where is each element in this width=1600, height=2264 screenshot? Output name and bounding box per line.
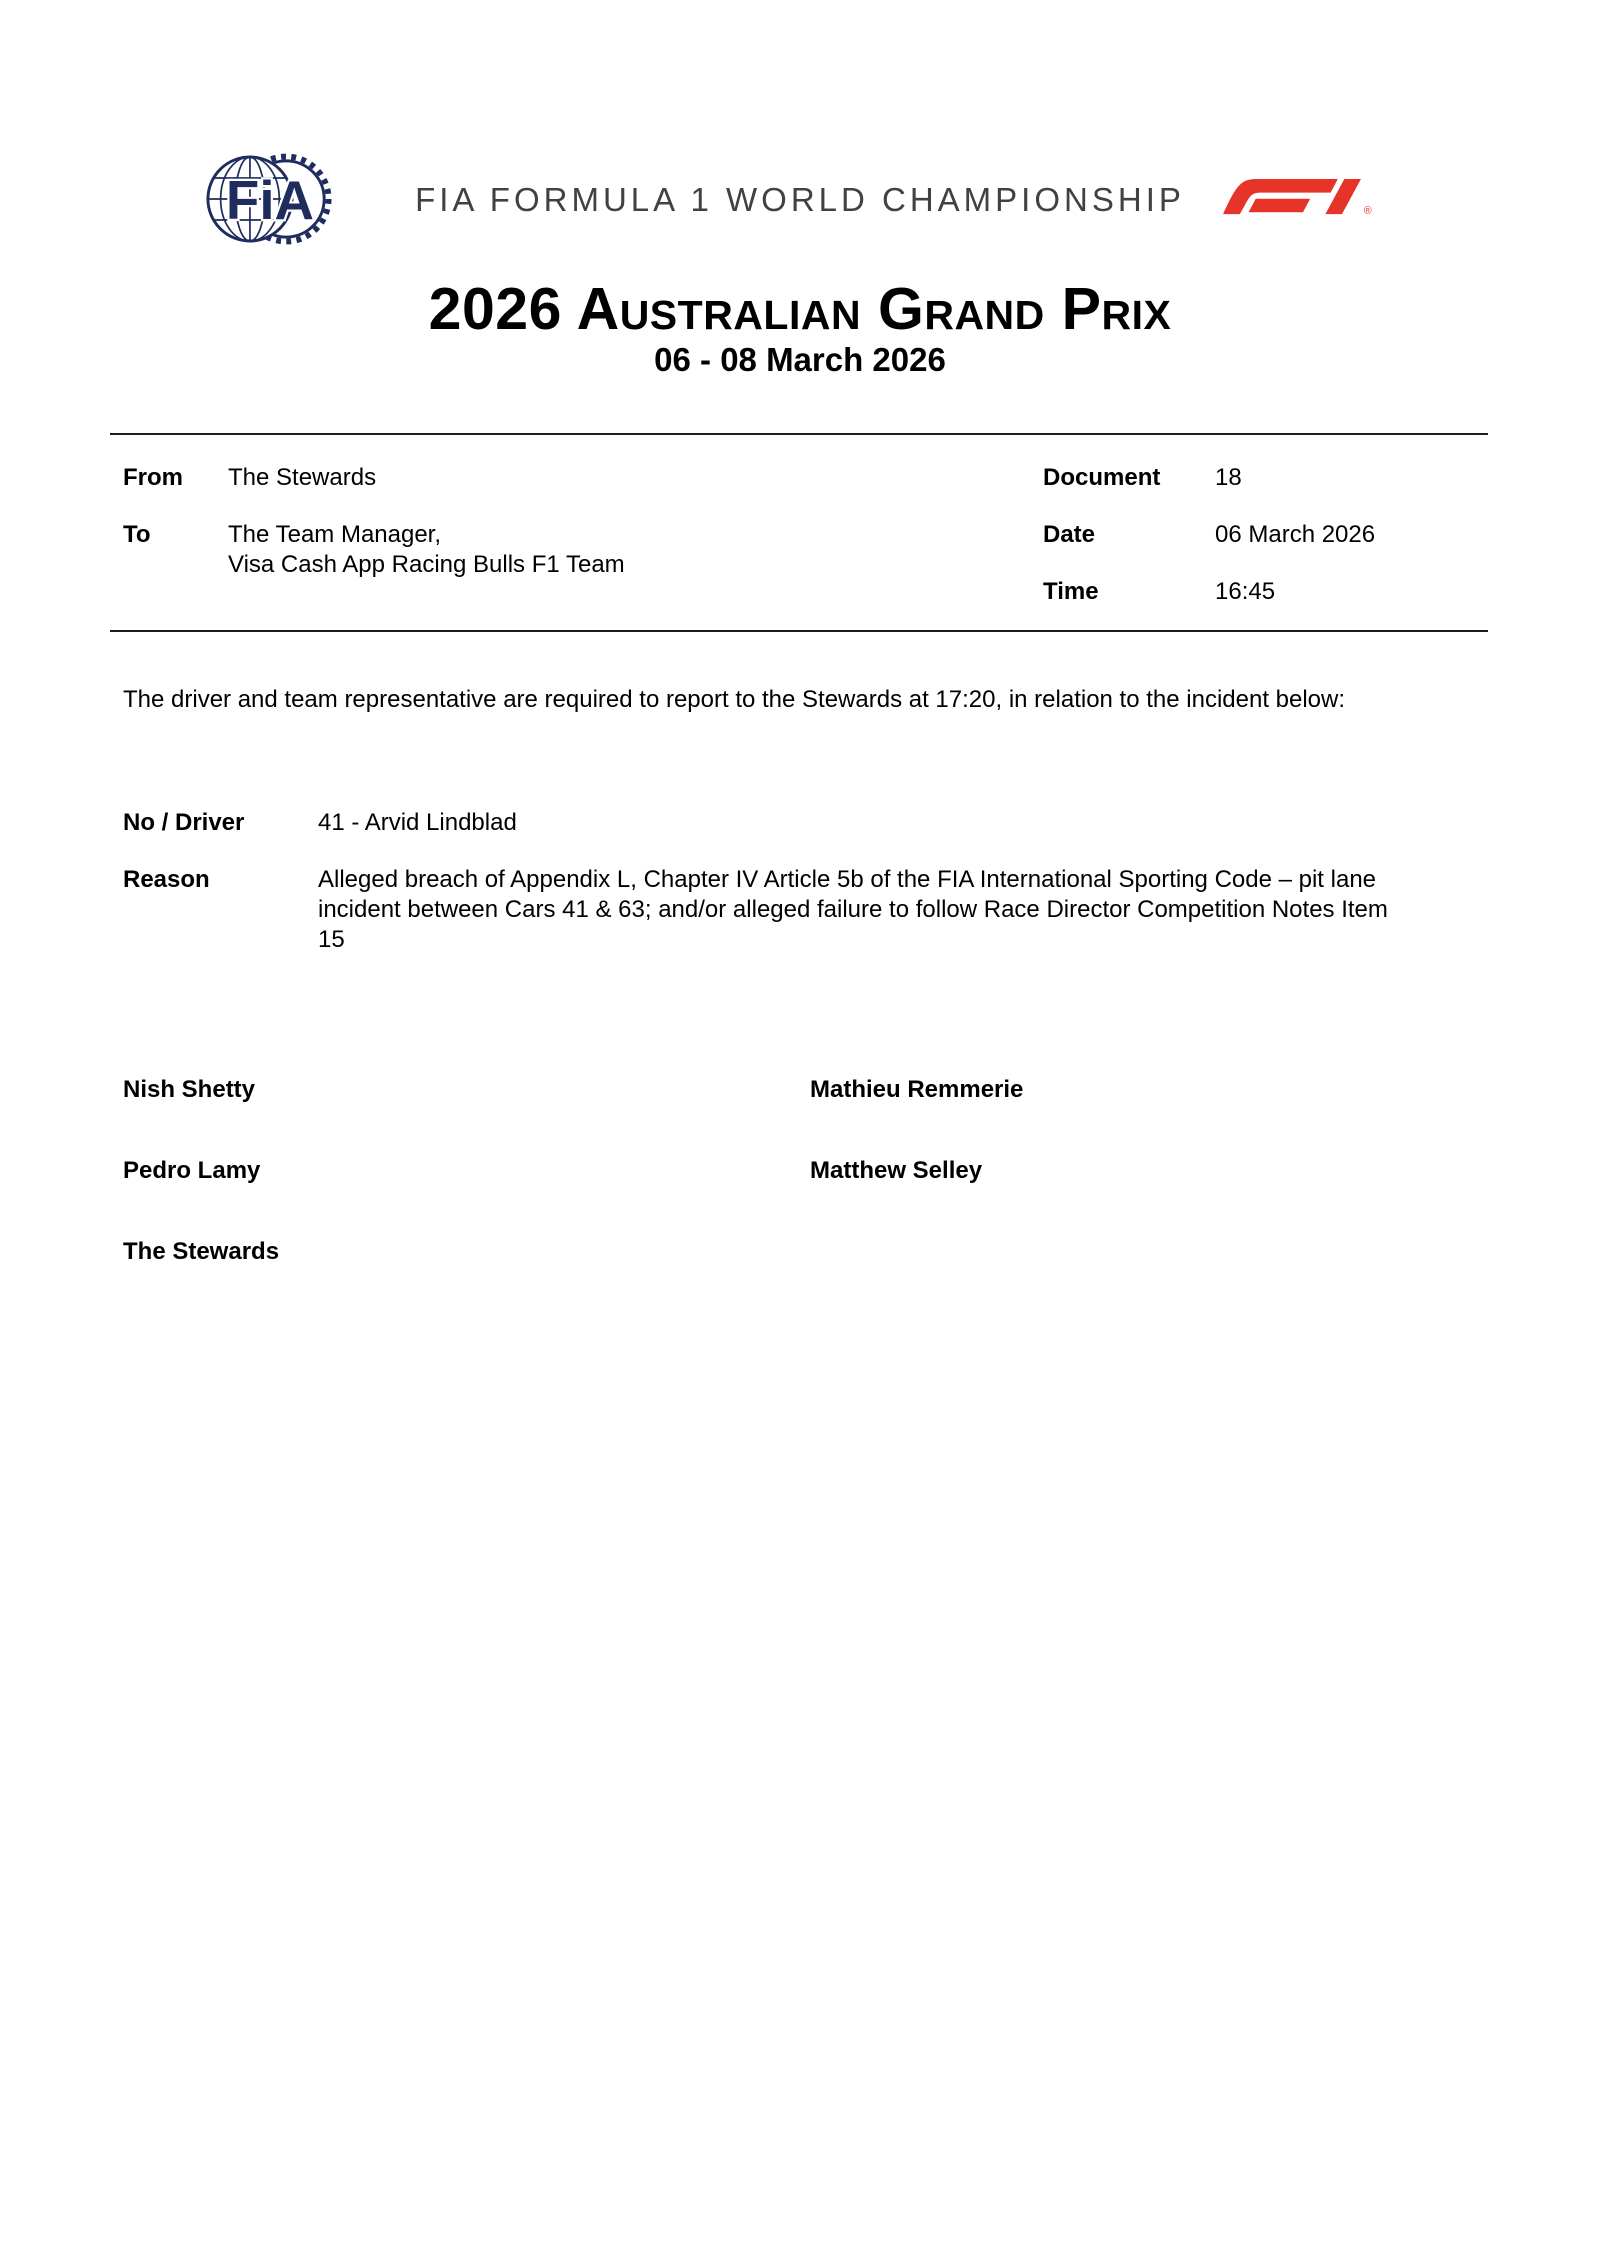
time-value: 16:45 (1215, 578, 1276, 605)
date-row (1043, 520, 1375, 550)
f1-logo-shapes (1223, 179, 1361, 214)
document-row (1043, 463, 1375, 493)
fia-letters: FiA (225, 169, 315, 232)
info-section (110, 435, 1488, 630)
document-meta (1043, 463, 1375, 634)
f1-registered-mark: ® (1363, 205, 1372, 215)
signatures (110, 1075, 1488, 1267)
signature-steward-1: Nish Shetty (123, 1076, 256, 1103)
from-label: From (123, 464, 183, 491)
date-value: 06 March 2026 (1215, 521, 1376, 548)
event-dates: 06 - 08 March 2026 (654, 341, 946, 378)
signature-empty-cell (810, 1237, 1488, 1267)
signature-steward-2: Mathieu Remmerie (810, 1076, 1024, 1103)
reason-value: Alleged breach of Appendix L, Chapter IV Article 5b of the FIA International Sporting Code – pit lane incident between Cars 41 & 63; and/or alleged failure to follow Race Director Competition Notes Item 15 (318, 866, 1388, 953)
to-value (228, 520, 625, 580)
championship-title: FIA FORMULA 1 WORLD CHAMPIONSHIP (415, 181, 1185, 218)
signature-steward-3: Pedro Lamy (123, 1157, 261, 1184)
reason-label: Reason (123, 866, 210, 893)
no-driver-label: No / Driver (123, 809, 245, 836)
signature-closing: The Stewards (123, 1238, 280, 1265)
document-label: Document (1043, 464, 1161, 491)
to-value-line2: Visa Cash App Racing Bulls F1 Team (228, 551, 625, 578)
time-row (1043, 577, 1375, 607)
document-body (110, 433, 1488, 1267)
to-value-line1: The Team Manager, (228, 521, 442, 548)
f1-logo (1216, 169, 1372, 215)
signature-steward-4: Matthew Selley (810, 1157, 983, 1184)
to-label: To (123, 521, 151, 548)
reason-row (110, 865, 1488, 955)
time-label: Time (1043, 578, 1099, 605)
no-driver-value: 41 - Arvid Lindblad (318, 809, 517, 836)
summons-paragraph: The driver and team representative are required to report to the Stewards at 17:20, in relation to the incident below: (123, 686, 1346, 713)
event-title: 2026 Australian Grand Prix (428, 276, 1172, 342)
document-number: 18 (1215, 464, 1242, 491)
no-driver-row (110, 808, 1488, 838)
from-value: The Stewards (228, 464, 377, 491)
date-label: Date (1043, 521, 1096, 548)
